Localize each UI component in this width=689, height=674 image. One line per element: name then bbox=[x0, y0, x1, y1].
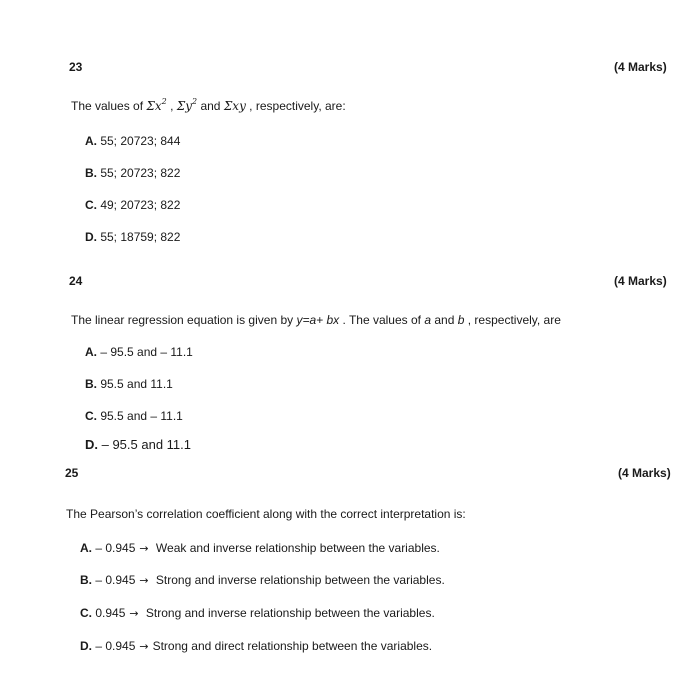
stem-text: and bbox=[197, 99, 224, 113]
option-b[interactable]: B. 55; 20723; 822 bbox=[85, 166, 181, 180]
arrow-right-icon: → bbox=[139, 574, 149, 587]
option-c[interactable]: C. 95.5 and – 11.1 bbox=[85, 409, 183, 423]
arrow-right-icon: → bbox=[139, 640, 149, 653]
question-number: 24 bbox=[69, 274, 83, 288]
option-b[interactable]: B. 95.5 and 11.1 bbox=[85, 377, 173, 391]
option-d[interactable]: D. – 95.5 and 11.1 bbox=[85, 437, 192, 452]
question-marks: (4 Marks) bbox=[618, 466, 671, 480]
option-c[interactable]: C. 0.945 → Strong and inverse relationship between the variables. bbox=[80, 606, 435, 620]
stem-text: The values of bbox=[71, 99, 147, 113]
question-stem bbox=[71, 313, 561, 327]
math-sum-y2: $\Sigma y^2$ bbox=[176, 97, 198, 113]
stem-text: , respectively, are bbox=[464, 313, 561, 327]
stem-text: The linear regression equation is given by bbox=[71, 313, 297, 327]
math-equation: y=a+ bx bbox=[296, 313, 340, 327]
stem-text: , respectively, are: bbox=[245, 99, 346, 113]
option-a[interactable]: A. – 0.945 → Weak and inverse relationship between the variables. bbox=[80, 541, 440, 555]
stem-text: , bbox=[166, 99, 177, 113]
option-c[interactable]: C. 49; 20723; 822 bbox=[85, 198, 181, 212]
question-marks: (4 Marks) bbox=[614, 60, 667, 74]
math-var-b: b bbox=[457, 313, 465, 327]
math-sum-x2: $\Sigma x^2$ bbox=[146, 97, 167, 113]
question-number: 25 bbox=[65, 466, 79, 480]
math-sum-xy: Σxy bbox=[223, 99, 246, 113]
question-stem bbox=[71, 97, 346, 113]
option-d[interactable]: D. 55; 18759; 822 bbox=[85, 230, 181, 244]
option-b[interactable]: B. – 0.945 → Strong and inverse relationship between the variables. bbox=[80, 573, 445, 587]
arrow-right-icon: → bbox=[129, 607, 139, 620]
question-number: 23 bbox=[69, 60, 83, 74]
option-a[interactable]: A. – 95.5 and – 11.1 bbox=[85, 345, 193, 359]
arrow-right-icon: → bbox=[139, 542, 149, 555]
stem-text: and bbox=[431, 313, 458, 327]
stem-text: . The values of bbox=[339, 313, 425, 327]
question-stem: The Pearson’s correlation coefficient along with the correct interpretation is: bbox=[66, 507, 466, 521]
option-a[interactable]: A. 55; 20723; 844 bbox=[85, 134, 181, 148]
question-marks: (4 Marks) bbox=[614, 274, 667, 288]
option-d[interactable]: D. – 0.945 → Strong and direct relationship between the variables. bbox=[80, 639, 433, 653]
math-var-a: a bbox=[424, 313, 432, 327]
